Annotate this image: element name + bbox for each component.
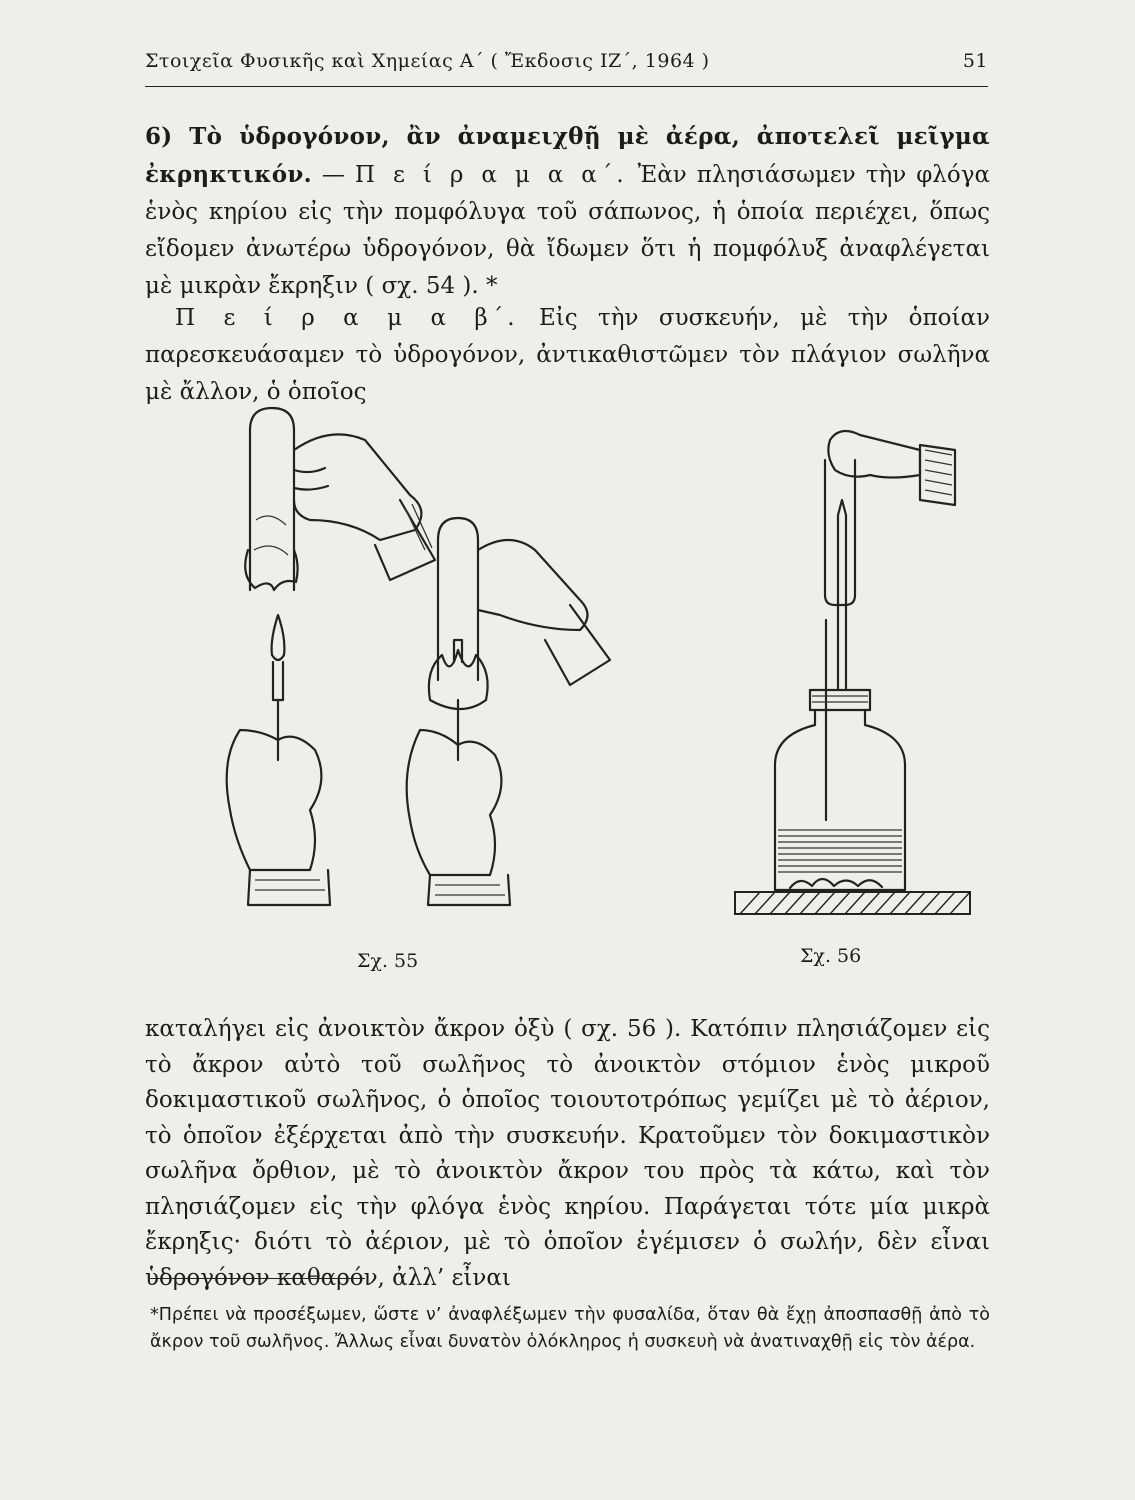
page-number: 51	[962, 50, 988, 72]
section-heading: 6) Τὸ ὑδρογόνον, ἂν ἀναμειχθῇ μὲ ἀέρα, ἀποτελεῖ μεῖγμα ἐκρηκτικόν.	[145, 123, 990, 188]
running-header	[145, 50, 988, 82]
experiment-b-text: Εἰς τὴν συσκευήν, μὲ τὴν ὁποίαν παρεσκευάσαμεν τὸ ὑδρογόνον, ἀντικαθιστῶμεν τὸν πλάγιον σωλῆνα μὲ ἄλλον, ὁ ὁποῖος	[145, 305, 991, 405]
section-paragraph-a: 6) Τὸ ὑδρογόνον, ἂν ἀναμειχθῇ μὲ ἀέρα, ἀποτελεῖ μεῖγμα ἐκρηκτικόν. — Π ε ί ρ α μ α α΄. Ἐὰν πλησιάσωμεν τὴν φλόγα ἑνὸς κηρίου εἰς τὴν πομφόλυγα τοῦ σάπωνος, ἡ ὁποία περιέχει, ὅπως εἴδομεν ἀνωτέρω ὑδρογόνον, θὰ ἴδωμεν ὅτι ἡ πομφόλυξ ἀναφλέγεται μὲ μικρὰν ἔκρηξιν ( σχ. 54 ). *	[145, 123, 991, 299]
fig55-left-test-tube	[245, 408, 297, 590]
section-paragraph-b	[145, 300, 990, 411]
fig56-delivery-tube	[826, 500, 846, 820]
figure-56-illustration	[730, 420, 990, 920]
fig56-hatched-stand	[735, 892, 970, 914]
fig55-upper-hand	[294, 434, 435, 580]
figure-55-illustration	[200, 400, 660, 910]
fig56-hand-with-tube	[825, 431, 955, 605]
footnote: *Πρέπει νὰ προσέξωμεν, ὥστε ν’ ἀναφλέξωμεν τὴν φυσαλίδα, ὅταν θὰ ἔχῃ ἀποσπασθῇ ἀπὸ τὸ ἄκρον τοῦ σωλῆνος. Ἄλλως εἶναι δυνατὸν ὁλόκληρος ἡ συσκευὴ νὰ ἀνατιναχθῇ εἰς τὸν ἀέρα.	[150, 1305, 990, 1352]
figure-56-caption: Σχ. 56	[800, 945, 862, 967]
experiment-a-label: Π ε ί ρ α μ α α΄.	[354, 162, 628, 188]
header-rule	[145, 86, 988, 87]
experiment-b-label: Π ε ί ρ α μ α β΄.	[175, 305, 519, 331]
fig56-flask	[775, 690, 905, 890]
footnote-rule	[150, 1278, 365, 1279]
continuation-paragraph: καταλήγει εἰς ἀνοικτὸν ἄκρον ὀξὺ ( σχ. 56 ). Κατόπιν πλησιάζομεν εἰς τὸ ἄκρον αὐτὸ τοῦ σωλῆνος τὸ ἀνοικτὸν στόμιον ἑνὸς μικροῦ δοκιμαστικοῦ σωλῆνος, ὁ ὁποῖος τοιουτοτρόπως γεμίζει μὲ τὸ ἀέριον, τὸ ὁποῖον ἐξέρχεται ἀπὸ τὴν συσκευήν. Κρατοῦμεν τὸν δοκιμαστικὸν σωλῆνα ὄρθιον, μὲ τὸ ἀνοικτὸν ἄκρον του πρὸς τὰ κάτω, καὶ τὸν πλησιάζομεν εἰς τὴν φλόγα ἑνὸς κηρίου. Παράγεται τότε μία μικρὰ ἔκρηξις· διότι τὸ ἀέριον, μὲ τὸ ὁποῖον ἐγέμισεν ὁ σωλήν, δὲν εἶναι ὑδρογόνον καθαρόν, ἀλλ’ εἶναι	[145, 1016, 990, 1291]
experiment-a-text: Ἐὰν πλησιάσωμεν τὴν φλόγα ἑνὸς κηρίου εἰς τὴν πομφόλυγα τοῦ σάπωνος, ἡ ὁποία περιέχει, ὅπως εἴδομεν ἀνωτέρω ὑδρογόνον, θὰ ἴδωμεν ὅτι ἡ πομφόλυξ ἀναφλέγεται μὲ μικρὰν ἔκρηξιν ( σχ. 54 ). *	[145, 162, 991, 299]
figure-55-caption: Σχ. 55	[357, 950, 419, 972]
running-title: Στοιχεῖα Φυσικῆς καὶ Χημείας Α΄ ( Ἔκδοσις ΙΖ΄, 1964 )	[145, 50, 710, 72]
fig55-right-test-tube	[429, 518, 488, 760]
